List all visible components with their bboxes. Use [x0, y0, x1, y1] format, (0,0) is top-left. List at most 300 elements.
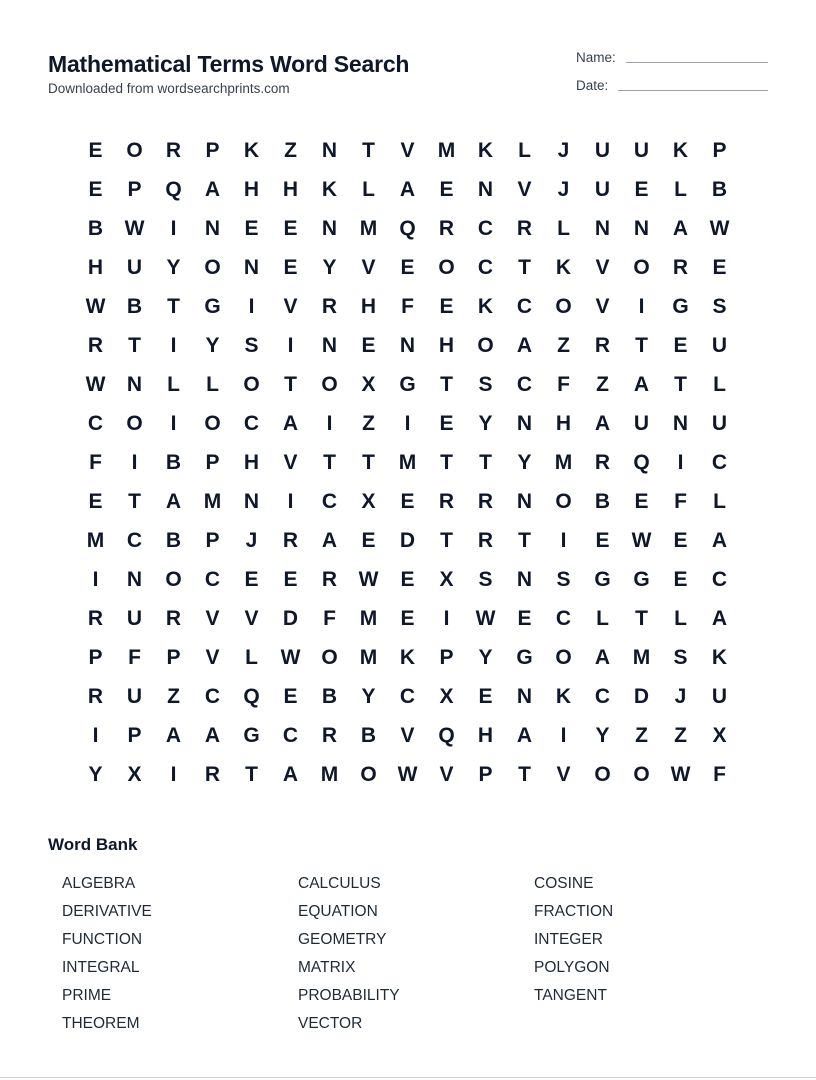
grid-letter: V — [595, 294, 610, 318]
grid-letter: K — [477, 294, 494, 318]
grid-letter: A — [321, 528, 338, 552]
grid-letter: I — [170, 216, 177, 240]
grid-letter: R — [438, 216, 455, 240]
grid-letter: D — [282, 606, 299, 630]
grid-letter: U — [126, 606, 143, 630]
grid-letter: M — [359, 606, 378, 630]
word-bank-word: ALGEBRA — [62, 875, 136, 892]
grid-letter: O — [555, 645, 572, 669]
grid-letter: C — [282, 723, 299, 747]
name-label: Name: — [576, 50, 616, 65]
grid-letter: F — [89, 450, 102, 474]
grid-letter: A — [594, 645, 611, 669]
grid-letter: C — [87, 411, 104, 435]
grid-letter: M — [398, 450, 417, 474]
grid-letter: Y — [88, 762, 103, 786]
grid-letter: T — [440, 450, 453, 474]
grid-letter: S — [556, 567, 571, 591]
grid-letter: Q — [399, 216, 416, 240]
grid-letter: R — [165, 138, 182, 162]
name-line — [626, 62, 768, 63]
grid-letter: E — [400, 489, 415, 513]
grid-letter: C — [477, 255, 494, 279]
grid-letter: I — [92, 723, 99, 747]
grid-letter: C — [477, 216, 494, 240]
grid-letter: G — [516, 645, 533, 669]
grid-letter: I — [287, 333, 294, 357]
grid-letter: E — [88, 138, 103, 162]
grid-letter: E — [400, 567, 415, 591]
grid-letter: O — [204, 255, 221, 279]
grid-letter: I — [404, 411, 411, 435]
grid-letter: W — [709, 216, 730, 240]
grid-letter: C — [204, 684, 221, 708]
word-bank-column — [298, 870, 534, 1038]
grid-letter: K — [399, 645, 416, 669]
grid-letter: E — [283, 567, 298, 591]
grid-letter: C — [711, 450, 728, 474]
grid-letter: S — [244, 333, 259, 357]
grid-letter: N — [321, 138, 338, 162]
grid-letter: B — [165, 450, 182, 474]
word-bank-word: INTEGRAL — [62, 959, 140, 976]
grid-letter: W — [397, 762, 418, 786]
grid-letter: K — [477, 138, 494, 162]
grid-letter: O — [165, 567, 182, 591]
grid-letter: E — [400, 606, 415, 630]
grid-letter: U — [711, 684, 728, 708]
grid-letter: V — [439, 762, 454, 786]
grid-letter: R — [594, 450, 611, 474]
grid-letter: D — [633, 684, 650, 708]
grid-letter: N — [672, 411, 689, 435]
grid-letter: B — [165, 528, 182, 552]
grid-letter: M — [359, 645, 378, 669]
grid-letter: V — [205, 606, 220, 630]
word-bank-word: DERIVATIVE — [62, 903, 152, 920]
grid-letter: P — [127, 723, 142, 747]
grid-letter: Z — [167, 684, 180, 708]
word-bank-word: POLYGON — [534, 959, 610, 976]
grid-letter: G — [204, 294, 221, 318]
grid-letter: T — [362, 450, 375, 474]
grid-letter: Q — [165, 177, 182, 201]
grid-letter: O — [555, 489, 572, 513]
grid-letter: E — [283, 684, 298, 708]
grid-letter: G — [672, 294, 689, 318]
grid-letter: W — [631, 528, 652, 552]
grid-letter: A — [711, 606, 728, 630]
grid-letter: J — [557, 177, 570, 201]
grid-letter: B — [711, 177, 728, 201]
grid-letter: G — [594, 567, 611, 591]
grid-letter: N — [516, 411, 533, 435]
word-bank-columns — [48, 870, 770, 1038]
grid-letter: U — [594, 138, 611, 162]
grid-letter: V — [517, 177, 532, 201]
grid-letter: W — [85, 294, 106, 318]
grid-letter: I — [560, 723, 567, 747]
grid-letter: N — [321, 333, 338, 357]
grid-letter: L — [557, 216, 570, 240]
grid-letter: O — [477, 333, 494, 357]
grid-letter: P — [205, 450, 220, 474]
grid-letter: I — [131, 450, 138, 474]
grid-letter: E — [88, 177, 103, 201]
grid-letter: T — [362, 138, 375, 162]
grid-letter: O — [321, 645, 338, 669]
grid-letter: O — [594, 762, 611, 786]
grid-letter: H — [438, 333, 455, 357]
grid-letter: T — [440, 372, 453, 396]
grid-letter: L — [245, 645, 258, 669]
grid-letter: I — [326, 411, 333, 435]
grid-letter: V — [400, 723, 415, 747]
grid-letter: O — [321, 372, 338, 396]
grid-letter: C — [594, 684, 611, 708]
grid-letter: Y — [517, 450, 532, 474]
grid-letter: E — [673, 528, 688, 552]
grid-letter: T — [518, 528, 531, 552]
grid-letter: Y — [205, 333, 220, 357]
grid-letter: T — [674, 372, 687, 396]
word-bank-column — [62, 870, 298, 1038]
word-bank-title: Word Bank — [48, 835, 138, 854]
grid-letter: F — [557, 372, 570, 396]
grid-letter: I — [170, 762, 177, 786]
grid-letter: Y — [595, 723, 610, 747]
page-subtitle: Downloaded from wordsearchprints.com — [48, 81, 290, 96]
grid-letter: S — [478, 372, 493, 396]
grid-letter: C — [399, 684, 416, 708]
grid-letter: M — [203, 489, 222, 513]
grid-letter: T — [635, 333, 648, 357]
grid-letter: S — [673, 645, 688, 669]
grid-letter: U — [633, 138, 650, 162]
grid-letter: V — [244, 606, 259, 630]
grid-letter: E — [673, 333, 688, 357]
grid-letter: P — [712, 138, 727, 162]
grid-letter: I — [92, 567, 99, 591]
date-line — [618, 90, 768, 91]
grid-letter: U — [126, 255, 143, 279]
grid-letter: O — [633, 762, 650, 786]
grid-letter: E — [244, 216, 259, 240]
grid-letter: Z — [596, 372, 609, 396]
grid-letter: M — [437, 138, 456, 162]
grid-letter: J — [245, 528, 258, 552]
grid-letter: R — [87, 684, 104, 708]
grid-letter: R — [477, 528, 494, 552]
grid-letter: T — [323, 450, 336, 474]
word-bank-word: FUNCTION — [62, 931, 143, 948]
grid-letter: V — [283, 294, 298, 318]
grid-letter: G — [633, 567, 650, 591]
grid-letter: O — [360, 762, 377, 786]
grid-letter: K — [321, 177, 338, 201]
grid-letter: Q — [243, 684, 260, 708]
word-bank-word: TANGENT — [534, 987, 607, 1004]
grid-letter: C — [516, 372, 533, 396]
grid-letter: L — [713, 372, 726, 396]
word-bank-word: VECTOR — [298, 1015, 363, 1032]
grid-letter: O — [555, 294, 572, 318]
grid-letter: A — [711, 528, 728, 552]
grid-letter: I — [248, 294, 255, 318]
grid-letter: E — [361, 528, 376, 552]
grid-letter: I — [170, 411, 177, 435]
grid-letter: E — [634, 177, 649, 201]
grid-letter: W — [280, 645, 301, 669]
page-title: Mathematical Terms Word Search — [48, 51, 410, 77]
grid-letter: F — [713, 762, 726, 786]
grid-letter: C — [126, 528, 143, 552]
name-field — [576, 50, 616, 65]
grid-letter: L — [674, 606, 687, 630]
grid-letter: Y — [478, 411, 493, 435]
grid-letter: L — [713, 489, 726, 513]
grid-letter: W — [475, 606, 496, 630]
grid-letter: A — [399, 177, 416, 201]
grid-letter: N — [633, 216, 650, 240]
grid-letter: U — [594, 177, 611, 201]
grid-letter: J — [557, 138, 570, 162]
grid-letter: V — [283, 450, 298, 474]
grid-letter: K — [672, 138, 689, 162]
grid-letter: W — [358, 567, 379, 591]
grid-letter: D — [399, 528, 416, 552]
grid-letter: E — [439, 177, 454, 201]
grid-letter: L — [674, 177, 687, 201]
grid-letter: P — [478, 762, 493, 786]
grid-letter: P — [205, 138, 220, 162]
grid-letter: E — [244, 567, 259, 591]
grid-letter: P — [88, 645, 103, 669]
grid-letter: E — [634, 489, 649, 513]
grid-letter: F — [401, 294, 414, 318]
grid-letter: F — [128, 645, 141, 669]
grid-letter: N — [321, 216, 338, 240]
grid-letter: M — [86, 528, 105, 552]
grid-letter: N — [516, 489, 533, 513]
grid-letter: L — [596, 606, 609, 630]
grid-letter: B — [126, 294, 143, 318]
grid-letter: T — [440, 528, 453, 552]
grid-letter: H — [360, 294, 377, 318]
word-bank — [48, 834, 770, 1038]
word-bank-word: THEOREM — [62, 1015, 140, 1032]
grid-letter: T — [518, 255, 531, 279]
grid-letter: T — [479, 450, 492, 474]
grid-letter: M — [632, 645, 651, 669]
grid-letter: A — [633, 372, 650, 396]
grid-letter: X — [712, 723, 727, 747]
grid-letter: C — [711, 567, 728, 591]
grid-letter: P — [127, 177, 142, 201]
grid-letter: M — [359, 216, 378, 240]
grid-letter: N — [516, 567, 533, 591]
grid-letter: X — [361, 372, 376, 396]
grid-letter: T — [128, 333, 141, 357]
grid-letter: K — [555, 684, 572, 708]
grid-letter: Z — [362, 411, 375, 435]
grid-letter: Z — [674, 723, 687, 747]
grid-letter: N — [516, 684, 533, 708]
grid-letter: Q — [438, 723, 455, 747]
grid-letter: O — [633, 255, 650, 279]
grid-letter: M — [320, 762, 339, 786]
grid-letter: B — [360, 723, 377, 747]
grid-letter: R — [321, 723, 338, 747]
letter-grid — [76, 131, 739, 794]
grid-letter: V — [205, 645, 220, 669]
grid-letter: L — [362, 177, 375, 201]
grid-letter: O — [204, 411, 221, 435]
grid-letter: E — [595, 528, 610, 552]
date-label: Date: — [576, 78, 609, 93]
grid-letter: P — [205, 528, 220, 552]
grid-letter: B — [87, 216, 104, 240]
grid-letter: N — [204, 216, 221, 240]
grid-letter: U — [633, 411, 650, 435]
grid-letter: A — [282, 411, 299, 435]
date-field — [576, 78, 608, 93]
grid-letter: F — [674, 489, 687, 513]
grid-letter: H — [87, 255, 104, 279]
grid-letter: E — [712, 255, 727, 279]
word-bank-word: MATRIX — [298, 959, 356, 976]
grid-letter: K — [555, 255, 572, 279]
grid-letter: T — [518, 762, 531, 786]
grid-letter: E — [283, 255, 298, 279]
grid-letter: R — [204, 762, 221, 786]
grid-letter: Z — [635, 723, 648, 747]
grid-letter: E — [361, 333, 376, 357]
grid-letter: O — [126, 411, 143, 435]
grid-letter: N — [243, 489, 260, 513]
grid-letter: W — [85, 372, 106, 396]
grid-letter: R — [321, 294, 338, 318]
grid-letter: R — [321, 567, 338, 591]
grid-letter: N — [594, 216, 611, 240]
grid-letter: E — [400, 255, 415, 279]
grid-letter: Y — [322, 255, 337, 279]
grid-letter: A — [516, 723, 533, 747]
grid-letter: R — [282, 528, 299, 552]
grid-letter: R — [87, 606, 104, 630]
grid-letter: A — [165, 489, 182, 513]
grid-letter: A — [204, 723, 221, 747]
grid-letter: C — [243, 411, 260, 435]
grid-letter: V — [556, 762, 571, 786]
grid-letter: M — [554, 450, 573, 474]
word-bank-word: CALCULUS — [298, 875, 381, 892]
grid-letter: I — [443, 606, 450, 630]
grid-letter: H — [243, 177, 260, 201]
grid-letter: R — [594, 333, 611, 357]
grid-letter: S — [712, 294, 727, 318]
grid-letter: B — [594, 489, 611, 513]
grid-letter: H — [555, 411, 572, 435]
grid-letter: Z — [284, 138, 297, 162]
grid-letter: W — [124, 216, 145, 240]
grid-letter: A — [516, 333, 533, 357]
grid-letter: K — [711, 645, 728, 669]
grid-letter: C — [516, 294, 533, 318]
page-bottom-divider — [0, 1077, 816, 1078]
grid-letter: A — [282, 762, 299, 786]
grid-letter: T — [635, 606, 648, 630]
grid-letter: Y — [361, 684, 376, 708]
grid-letter: Y — [166, 255, 181, 279]
grid-letter: Y — [478, 645, 493, 669]
grid-letter: T — [245, 762, 258, 786]
grid-letter: I — [560, 528, 567, 552]
grid-letter: R — [672, 255, 689, 279]
grid-letter: K — [243, 138, 260, 162]
grid-letter: I — [287, 489, 294, 513]
grid-letter: V — [400, 138, 415, 162]
grid-letter: O — [126, 138, 143, 162]
grid-letter: C — [555, 606, 572, 630]
grid-letter: N — [126, 567, 143, 591]
word-bank-word: PRIME — [62, 987, 112, 1004]
grid-letter: E — [439, 294, 454, 318]
grid-letter: J — [674, 684, 687, 708]
grid-letter: G — [243, 723, 260, 747]
word-bank-word: INTEGER — [534, 931, 603, 948]
grid-letter: P — [439, 645, 454, 669]
grid-letter: O — [438, 255, 455, 279]
grid-letter: Q — [633, 450, 650, 474]
grid-letter: V — [361, 255, 376, 279]
word-bank-word: FRACTION — [534, 903, 614, 920]
grid-letter: T — [128, 489, 141, 513]
word-bank-word: GEOMETRY — [298, 931, 387, 948]
grid-letter: E — [517, 606, 532, 630]
grid-letter: R — [477, 489, 494, 513]
grid-letter: H — [243, 450, 260, 474]
word-bank-word: PROBABILITY — [298, 987, 400, 1004]
grid-letter: C — [204, 567, 221, 591]
grid-letter: F — [323, 606, 336, 630]
grid-letter: T — [167, 294, 180, 318]
grid-letter: H — [282, 177, 299, 201]
grid-letter: X — [439, 684, 454, 708]
grid-letter: S — [478, 567, 493, 591]
grid-letter: E — [88, 489, 103, 513]
grid-letter: L — [206, 372, 219, 396]
grid-letter: A — [594, 411, 611, 435]
worksheet-header — [48, 50, 409, 98]
grid-letter: P — [166, 645, 181, 669]
grid-letter: V — [595, 255, 610, 279]
grid-letter: R — [516, 216, 533, 240]
word-bank-word: COSINE — [534, 875, 594, 892]
grid-letter: R — [87, 333, 104, 357]
grid-letter: W — [670, 762, 691, 786]
grid-letter: E — [283, 216, 298, 240]
grid-letter: Z — [557, 333, 570, 357]
grid-letter: I — [638, 294, 645, 318]
grid-letter: L — [518, 138, 531, 162]
grid-letter: N — [126, 372, 143, 396]
grid-letter: A — [672, 216, 689, 240]
grid-letter: I — [677, 450, 684, 474]
grid-letter: I — [170, 333, 177, 357]
grid-letter: U — [711, 333, 728, 357]
grid-letter: N — [399, 333, 416, 357]
